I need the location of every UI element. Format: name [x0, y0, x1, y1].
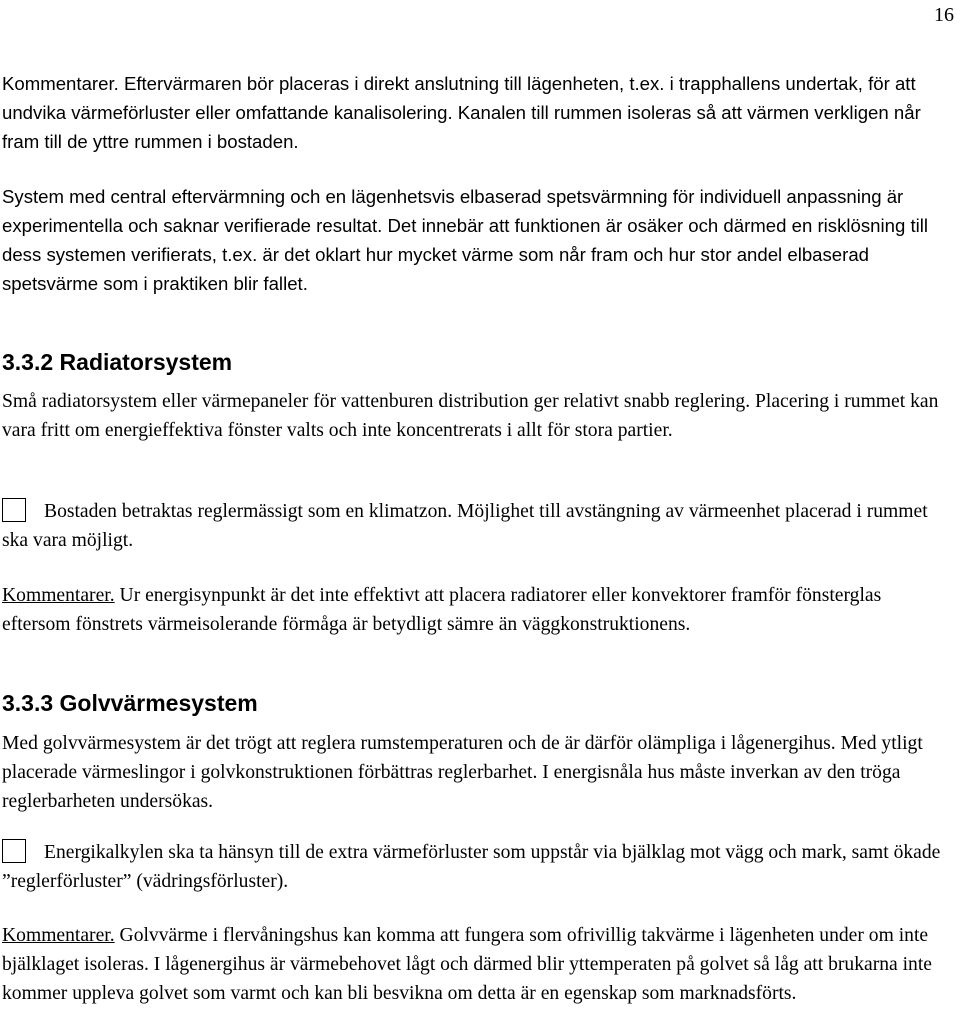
- requirement-text: Energikalkylen ska ta hänsyn till de extra värmeförluster som uppstår via bjälklag mot vägg och mark, samt ökade ”reglerförluster” (vädringsförluster).: [2, 842, 941, 892]
- comment-label: Kommentarer.: [2, 585, 115, 606]
- requirement-golvvarmesystem: [2, 838, 952, 896]
- requirement-text: Bostaden betraktas reglermässigt som en klimatzon. Möjlighet till avstängning av värmeenhet placerad i rummet ska vara möjligt.: [2, 501, 928, 551]
- comment-label: Kommentarer.: [2, 925, 115, 946]
- heading-golvvarmesystem: 3.3.3 Golvvärmesystem: [2, 690, 258, 716]
- comment-text: Golvvärme i flervåningshus kan komma att fungera som ofrivillig takvärme i lägenheten under om inte bjälklaget isoleras. I lågenergihus är värmebehovet lågt och därmed blir yttemperaten på golvet så låg att brukarna inte kommer uppleva golvet som varmt och kan bli besvikna om detta är en egenskap som marknadsförts.: [2, 925, 932, 1004]
- comment-golvvarmesystem: [2, 921, 952, 1008]
- heading-radiatorsystem: 3.3.2 Radiatorsystem: [2, 349, 233, 375]
- paragraph-golvvarmesystem: Med golvvärmesystem är det trögt att reglera rumstemperaturen och de är därför olämpliga i lågenergihus. Med ytligt placerade värmeslingor i golvkonstruktionen förbättras reglerbarhet. I energisnåla hus måste inverkan av den tröga reglerbarheten undersökas.: [2, 733, 923, 812]
- requirement-radiatorsystem: [2, 497, 952, 555]
- paragraph-central-eftervarmning: System med central eftervärmning och en lägenhetsvis elbaserad spetsvärmning för individuell anpassning är experimentella och saknar verifierade resultat. Det innebär att funktionen är osäker och därmed en risklösning till dess systemen verifierats, t.ex. är det oklart hur mycket värme som når fram och hur stor andel elbaserad spetsvärme som i praktiken blir fallet.: [2, 186, 929, 294]
- page-number: 16: [934, 4, 954, 26]
- checkbox-icon[interactable]: [2, 839, 26, 863]
- paragraph-eftervarmare-comment: Kommentarer. Eftervärmaren bör placeras i direkt anslutning till lägenheten, t.ex. i trapphallens undertak, för att undvika värmeförluster eller omfattande kanalisolering. Kanalen till rummen isoleras så att värmen verkligen når fram till de yttre rummen i bostaden.: [2, 73, 921, 152]
- paragraph-radiatorsystem: Små radiatorsystem eller värmepaneler för vattenburen distribution ger relativt snabb reglering. Placering i rummet kan vara fritt om energieffektiva fönster valts och inte koncentrerats i allt för stora partier.: [2, 391, 939, 441]
- checkbox-icon[interactable]: [2, 498, 26, 522]
- comment-radiatorsystem: [2, 581, 952, 639]
- comment-text: Ur energisynpunkt är det inte effektivt att placera radiatorer eller konvektorer framför fönsterglas eftersom fönstrets värmeisolerande förmåga är betydligt sämre än väggkonstruktionens.: [2, 585, 882, 635]
